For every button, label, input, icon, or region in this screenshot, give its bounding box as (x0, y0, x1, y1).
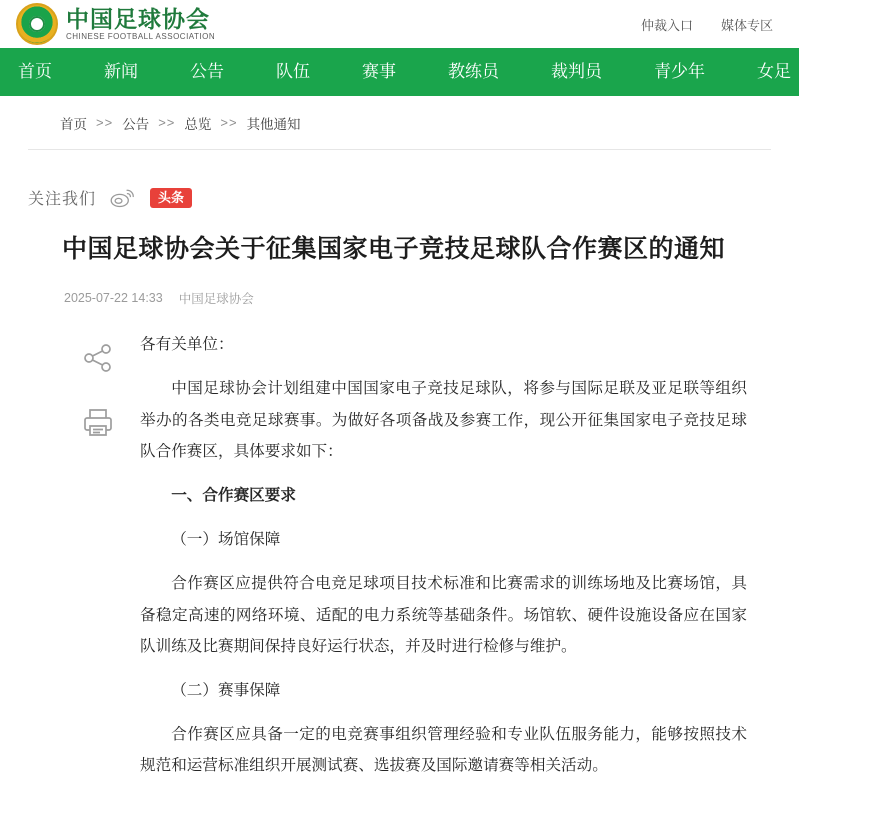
breadcrumb-item-home[interactable]: 首页 (60, 116, 87, 132)
article-date: 2025-07-22 14:33 (64, 291, 163, 306)
cfa-crest-icon (16, 3, 58, 45)
breadcrumb-item-announcements[interactable]: 公告 (122, 116, 150, 132)
breadcrumb-separator: >> (220, 115, 238, 130)
breadcrumb-item-overview[interactable]: 总览 (184, 116, 212, 132)
breadcrumb-separator: >> (96, 115, 114, 130)
article-body-wrap (56, 329, 765, 794)
article-meta (64, 289, 765, 307)
header-link-media[interactable]: 媒体专区 (720, 17, 773, 33)
breadcrumb-separator: >> (158, 115, 176, 130)
follow-us-label: 关注我们 (28, 191, 97, 208)
nav-item-announcements[interactable]: 公告 (190, 62, 224, 81)
print-icon[interactable] (81, 405, 115, 439)
article-subheading: （一）场馆保障 (171, 531, 281, 549)
article-paragraph: 合作赛区应提供符合电竞足球项目技术标准和比赛需求的训练场地及比赛场馆，具备稳定高速的网络环境、适配的电力系统等基础条件。场馆软、硬件设施设备应在国家队训练及比赛期间保持良好运行状态，并及时进行检修与维护。 (140, 575, 747, 655)
breadcrumb (28, 96, 771, 150)
header-link-arbitration[interactable]: 仲裁入口 (640, 17, 693, 33)
article-paragraph: 各有关单位： (140, 336, 234, 354)
site-header (0, 0, 799, 48)
nav-item-competitions[interactable]: 赛事 (362, 62, 396, 81)
page-title: 中国足球协会关于征集国家电子竞技足球队合作赛区的通知 (62, 235, 726, 263)
header-links (641, 15, 783, 34)
article-tools (56, 329, 140, 794)
weibo-icon[interactable] (110, 187, 136, 209)
nav-item-teams[interactable]: 队伍 (276, 62, 310, 81)
logo-text-cn: 中国足球协会 (66, 6, 210, 33)
article-section-heading: 一、合作赛区要求 (171, 487, 296, 504)
nav-item-referees[interactable]: 裁判员 (551, 62, 602, 81)
nav-item-more[interactable]: 全 (843, 62, 860, 81)
article-content (140, 329, 765, 794)
toutiao-icon[interactable]: 头条 (150, 188, 192, 208)
article-paragraph: 中国足球协会计划组建中国国家电子竞技足球队，将参与国际足联及亚足联等组织举办的各类电竞足球赛事。为做好各项备战及参赛工作，现公开征集国家电子竞技足球队合作赛区，具体要求如下： (140, 380, 747, 460)
nav-item-womens-football[interactable]: 女足 (757, 62, 791, 81)
nav-item-youth[interactable]: 青少年 (654, 62, 705, 81)
nav-item-home[interactable]: 首页 (18, 62, 52, 81)
follow-us-bar (0, 150, 799, 209)
share-icon[interactable] (81, 341, 115, 375)
article (0, 209, 799, 795)
breadcrumb-item-other-notices[interactable]: 其他通知 (246, 116, 301, 132)
article-source: 中国足球协会 (178, 292, 254, 307)
nav-item-news[interactable]: 新闻 (104, 62, 138, 81)
article-subheading: （二）赛事保障 (171, 681, 281, 699)
article-paragraph: 合作赛区应具备一定的电竞赛事组织管理经验和专业队伍服务能力，能够按照技术规范和运营标准组织开展测试赛、选拔赛及国际邀请赛等相关活动。 (140, 726, 747, 775)
main-nav (0, 48, 860, 96)
logo-text-en: CHINESE FOOTBALL ASSOCIATION (66, 31, 216, 41)
site-logo[interactable] (16, 3, 215, 45)
nav-item-coaches[interactable]: 教练员 (448, 62, 499, 81)
